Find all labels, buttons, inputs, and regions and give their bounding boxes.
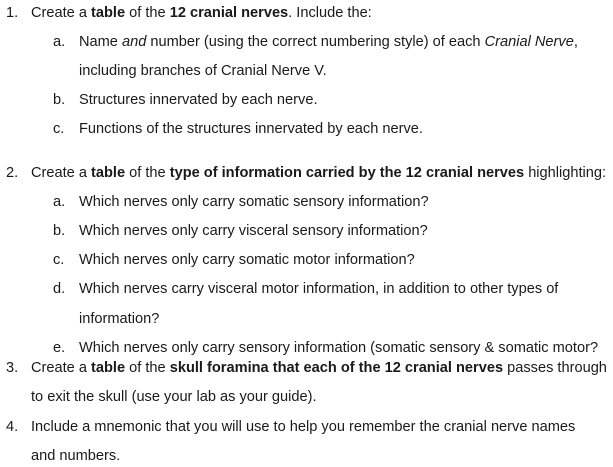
text-run: table [91, 165, 126, 181]
line-text [31, 417, 575, 437]
line-text [79, 61, 327, 81]
list-marker: d. [53, 281, 66, 298]
text-run: Create a [31, 5, 92, 21]
text-run: Which nerves only carry somatic sensory information? [79, 194, 429, 211]
text-run: skull foramina that each of the 12 cranial nerves [169, 360, 504, 376]
line-text [31, 446, 120, 466]
text-run: to exit the skull (use your lab as your guide). [31, 389, 317, 406]
text-run: highlighting: [524, 165, 607, 181]
text-run: type of information carried by the 12 cranial nerves [169, 165, 525, 181]
list-marker: e. [53, 339, 66, 356]
text-run: table [91, 360, 126, 376]
text-run: including branches of Cranial Nerve V. [79, 63, 327, 80]
list-marker: b. [53, 92, 66, 109]
text-run: Create a [31, 360, 92, 376]
text-run: Name [79, 34, 122, 51]
line-text [79, 90, 318, 110]
text-run: passes through [503, 360, 607, 376]
text-run: and [121, 34, 147, 51]
text-run: of the [125, 360, 170, 376]
text-run: Which nerves only carry visceral sensory information? [79, 223, 428, 240]
text-run: Include a mnemonic that you will use to help you remember the cranial nerve names [31, 419, 576, 435]
list-marker: b. [53, 223, 66, 240]
line-text [31, 358, 607, 378]
text-run: Which nerves carry visceral motor information, in addition to other types of [79, 281, 559, 298]
list-marker: a. [53, 34, 66, 51]
list-marker: 2. [6, 165, 19, 181]
list-marker: 3. [6, 360, 19, 376]
text-run: number (using the correct numbering style) of each [146, 34, 485, 51]
text-run: and numbers. [31, 448, 121, 465]
text-run: 12 cranial nerves [169, 5, 289, 21]
line-text [79, 119, 423, 139]
text-run: of the [125, 5, 170, 21]
list-marker: a. [53, 194, 66, 211]
line-text [79, 338, 598, 358]
text-run: Create a [31, 165, 92, 181]
text-run: of the [125, 165, 170, 181]
text-run: Structures innervated by each nerve. [79, 92, 318, 109]
line-text [79, 192, 429, 212]
text-run: Which nerves only carry sensory information (somatic sensory & somatic motor? [79, 339, 599, 356]
line-text [79, 221, 428, 241]
text-run: Cranial Nerve [484, 34, 574, 51]
text-run: table [91, 5, 126, 21]
line-text [79, 250, 415, 270]
text-run: Functions of the structures innervated by each nerve. [79, 121, 423, 138]
list-marker: 1. [6, 5, 19, 21]
list-marker: 4. [6, 419, 19, 435]
line-text [79, 279, 558, 299]
line-text [31, 163, 606, 183]
text-run: , [573, 34, 578, 51]
text-run: information? [79, 310, 160, 327]
list-marker: c. [53, 121, 65, 138]
text-run: Which nerves only carry somatic motor information? [79, 252, 415, 269]
list-marker: c. [53, 252, 65, 269]
text-run: . Include the: [288, 5, 372, 21]
line-text [79, 32, 578, 52]
line-text [31, 3, 372, 23]
line-text [79, 309, 159, 329]
line-text [31, 387, 317, 407]
